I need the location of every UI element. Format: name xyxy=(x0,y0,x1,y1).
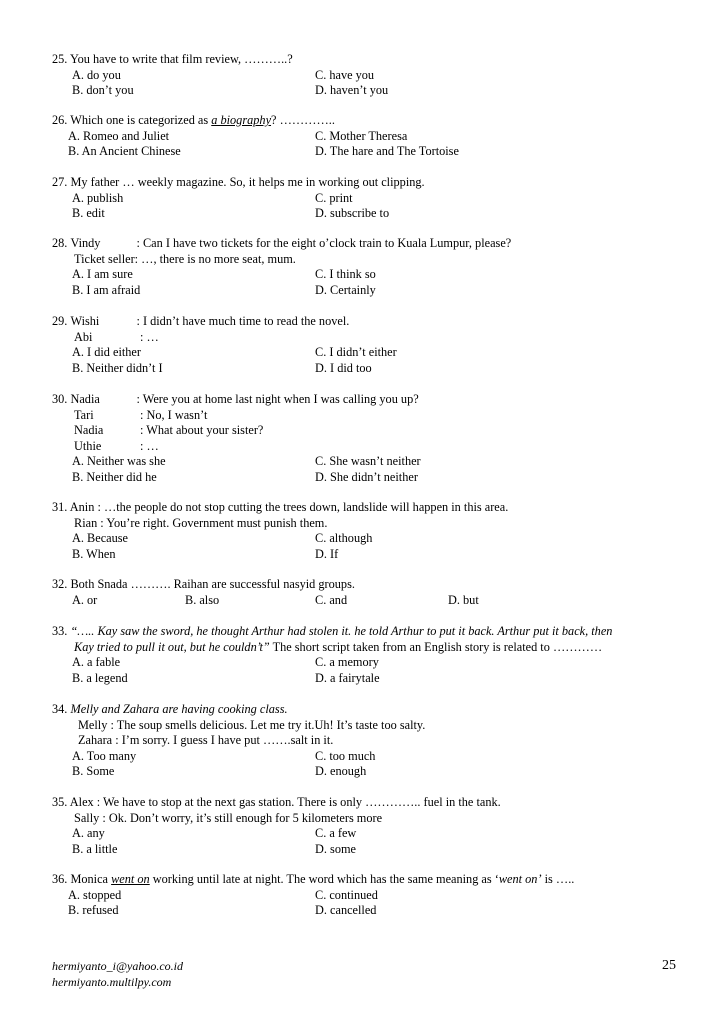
question-stem-emphasis-2: went on’ xyxy=(498,872,542,886)
question-28 xyxy=(52,236,692,298)
question-number: 29. xyxy=(52,314,68,328)
dialogue-line: Anin : …the people do not stop cutting the trees down, landslide will happen in this area. xyxy=(69,500,509,514)
speaker-name: Nadia xyxy=(74,423,104,437)
question-35 xyxy=(52,795,692,857)
question-stem: Melly and Zahara are having cooking class. xyxy=(70,702,288,716)
question-32 xyxy=(52,577,692,608)
question-30 xyxy=(52,392,692,485)
dialogue-line: Rian : You’re right. Government must punish them. xyxy=(74,515,328,530)
option-a: A. publish xyxy=(72,190,124,205)
dialogue-line: : What about your sister? xyxy=(140,423,264,437)
option-a: A. stopped xyxy=(68,887,122,902)
question-stem: Both Snada ………. Raihan are successful nasyid groups. xyxy=(70,577,355,591)
option-b: B. edit xyxy=(72,206,105,220)
option-a: A. I did either xyxy=(72,345,141,359)
speaker-name: Abi xyxy=(74,329,93,344)
dialogue-line: Zahara : I’m sorry. I guess I have put …….salt in it. xyxy=(78,733,334,747)
question-stem-after: ? ………….. xyxy=(271,113,335,127)
question-stem-before: Which one is categorized as xyxy=(70,113,212,127)
option-d: D. but xyxy=(448,592,479,607)
option-c: C. too much xyxy=(315,748,376,763)
option-d: D. The hare and The Tortoise xyxy=(315,144,459,158)
question-number: 30. xyxy=(52,392,68,406)
option-b: B. I am afraid xyxy=(72,282,141,297)
option-d: D. cancelled xyxy=(315,903,377,917)
option-a: A. Neither was she xyxy=(72,454,166,468)
question-29 xyxy=(52,314,692,376)
footer-site: hermiyanto.multilpy.com xyxy=(52,975,172,989)
question-number: 33. xyxy=(52,624,68,638)
story-quote: “….. Kay saw the sword, he thought Arthur had stolen it. he told Arthur to put it back. Arthur put it back, then xyxy=(70,624,613,638)
question-stem-after: is ….. xyxy=(541,872,575,886)
option-b: B. Some xyxy=(72,764,115,778)
question-number: 27. xyxy=(52,175,68,189)
question-stem-before: Monica xyxy=(70,872,112,886)
option-c: C. continued xyxy=(315,887,378,902)
option-c: C. I think so xyxy=(315,267,376,281)
footer xyxy=(52,958,183,990)
option-d: D. If xyxy=(315,546,339,561)
option-d: D. Certainly xyxy=(315,282,376,297)
option-a: A. Too many xyxy=(72,748,137,763)
question-number: 34. xyxy=(52,702,68,716)
option-d: D. She didn’t neither xyxy=(315,469,418,484)
page-number: 25 xyxy=(662,958,676,973)
option-a: A. Romeo and Juliet xyxy=(68,128,170,143)
dialogue-line: : No, I wasn’t xyxy=(140,407,208,422)
question-number: 31. xyxy=(52,500,68,514)
option-c: C. and xyxy=(315,592,348,607)
option-d: D. a fairytale xyxy=(315,670,380,685)
speaker-name: Vindy xyxy=(70,236,101,250)
option-d: D. enough xyxy=(315,764,367,778)
option-a: A. do you xyxy=(72,67,121,82)
dialogue-line: Ticket seller: …, there is no more seat, mum. xyxy=(74,251,296,266)
option-a: A. or xyxy=(72,592,98,607)
question-number: 28. xyxy=(52,236,68,250)
option-c: C. have you xyxy=(315,67,375,82)
question-36 xyxy=(52,872,692,919)
question-number: 26. xyxy=(52,113,68,127)
question-33 xyxy=(52,624,692,686)
dialogue-line: : Can I have two tickets for the eight o’clock train to Kuala Lumpur, please? xyxy=(136,236,512,250)
option-c: C. Mother Theresa xyxy=(315,128,408,143)
dialogue-line: : … xyxy=(140,329,159,344)
question-stem: You have to write that film review, ………..? xyxy=(70,52,293,66)
dialogue-line: Melly : The soup smells delicious. Let me try it.Uh! It’s taste too salty. xyxy=(78,717,426,732)
question-stem: The short script taken from an English story is related to ………… xyxy=(269,639,603,654)
option-d: D. I did too xyxy=(315,360,372,375)
question-number: 35. xyxy=(52,795,68,809)
question-27 xyxy=(52,175,692,222)
question-31 xyxy=(52,500,692,562)
option-c: C. a memory xyxy=(315,655,379,669)
dialogue-line: : Were you at home last night when I was calling you up? xyxy=(136,392,419,406)
option-b: B. Neither didn’t I xyxy=(72,360,163,375)
option-b: B. Neither did he xyxy=(72,469,157,484)
dialogue-line: : I didn’t have much time to read the novel. xyxy=(136,314,350,328)
question-26 xyxy=(52,113,692,160)
option-a: A. I am sure xyxy=(72,267,133,281)
option-b: B. An Ancient Chinese xyxy=(68,144,181,158)
question-stem-emphasis: a biography xyxy=(211,113,272,127)
option-b: B. refused xyxy=(68,903,119,917)
dialogue-line: Sally : Ok. Don’t worry, it’s still enough for 5 kilometers more xyxy=(74,810,383,825)
question-25 xyxy=(52,52,692,99)
option-d: D. subscribe to xyxy=(315,206,390,220)
option-a: A. a fable xyxy=(72,655,121,669)
question-stem-middle: working until late at night. The word which has the same meaning as ‘ xyxy=(149,872,499,886)
option-b: B. don’t you xyxy=(72,83,134,97)
option-d: D. haven’t you xyxy=(315,83,389,97)
speaker-name: Wishi xyxy=(70,314,100,328)
option-a: A. any xyxy=(72,826,105,840)
option-b: B. When xyxy=(72,546,116,561)
option-c: C. a few xyxy=(315,826,357,840)
option-c: C. print xyxy=(315,190,353,205)
footer-email: hermiyanto_i@yahoo.co.id xyxy=(52,959,184,973)
question-34 xyxy=(52,702,692,780)
question-stem: My father … weekly magazine. So, it helps me in working out clipping. xyxy=(70,175,425,189)
option-b: B. also xyxy=(185,592,220,607)
question-stem-emphasis: went on xyxy=(111,872,150,886)
option-d: D. some xyxy=(315,841,356,856)
option-c: C. She wasn’t neither xyxy=(315,454,421,468)
question-number: 32. xyxy=(52,577,68,591)
option-a: A. Because xyxy=(72,531,128,545)
dialogue-line: Alex : We have to stop at the next gas station. There is only ………….. fuel in the tank. xyxy=(69,795,501,809)
option-c: C. although xyxy=(315,531,373,545)
dialogue-line: : … xyxy=(140,438,159,453)
option-b: B. a little xyxy=(72,841,118,856)
speaker-name: Nadia xyxy=(70,392,100,406)
option-c: C. I didn’t either xyxy=(315,345,397,359)
option-b: B. a legend xyxy=(72,670,128,685)
speaker-name: Uthie xyxy=(74,438,102,453)
question-number: 25. xyxy=(52,52,68,66)
story-quote: Kay tried to pull it out, but he couldn’t” xyxy=(74,639,270,654)
speaker-name: Tari xyxy=(74,407,94,422)
question-number: 36. xyxy=(52,872,68,886)
